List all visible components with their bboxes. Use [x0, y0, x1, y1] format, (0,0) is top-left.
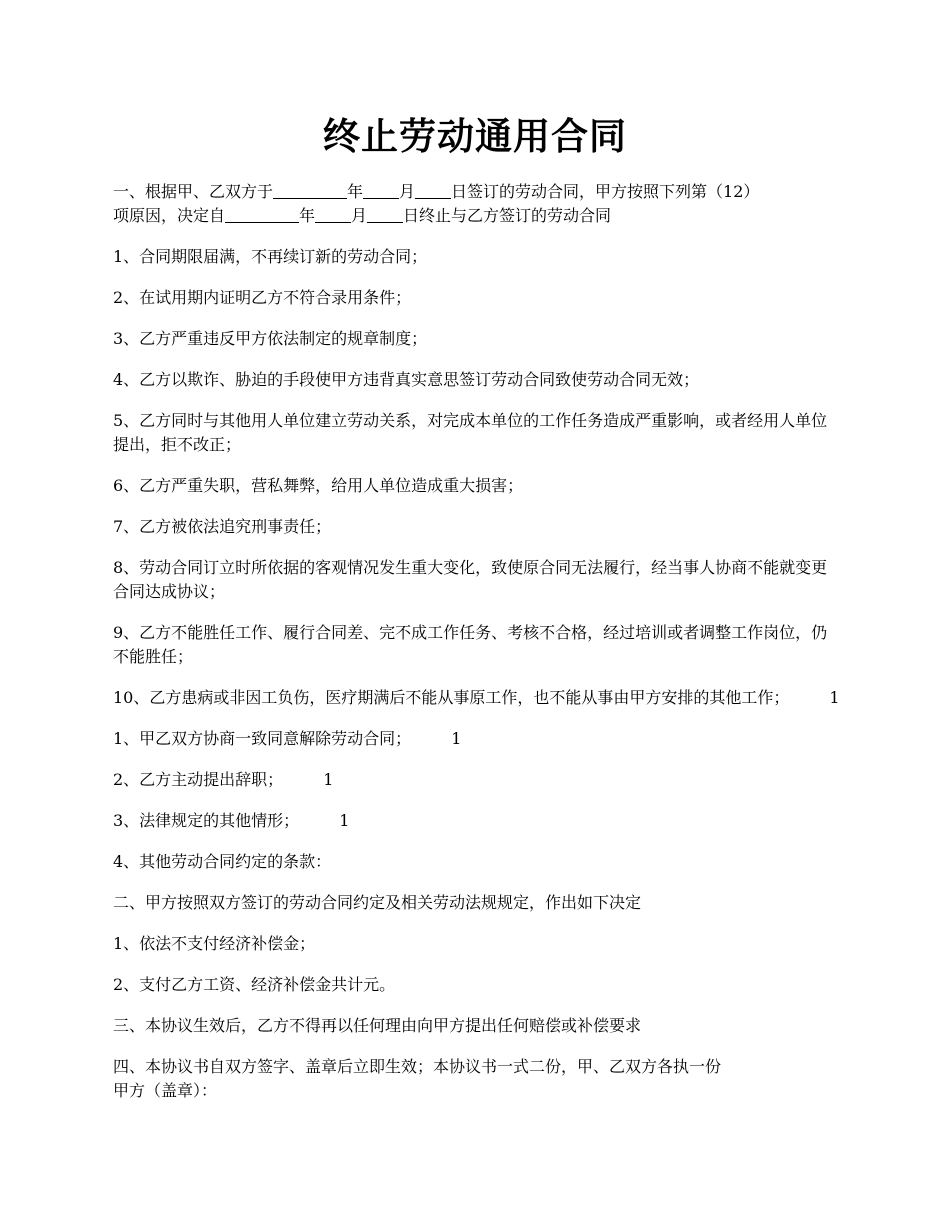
section-4: 四、本协议书自双方签字、盖章后立即生效；本协议书一式二份，甲、乙双方各执一份 — [113, 1057, 722, 1076]
intro-text-2: 日签订的劳动合同，甲方按照下列第（12） — [451, 182, 760, 201]
year-blank-1[interactable] — [273, 182, 347, 199]
section-3: 三、本协议生效后，乙方不得再以任何理由向甲方提出任何赔偿或补偿要求 — [113, 1016, 642, 1035]
intro-paragraph — [113, 180, 843, 228]
intro-text-3: 项原因，决定自 — [113, 206, 226, 225]
other-item — [113, 768, 843, 792]
intro-text-1: 一、根据甲、乙双方于 — [113, 182, 274, 201]
clause-item: 3、乙方严重违反甲方依法制定的规章制度； — [113, 329, 428, 348]
other-item — [113, 809, 843, 833]
clause-item-10 — [113, 686, 843, 710]
other-item-count: 1 — [323, 770, 334, 789]
month-blank-1[interactable] — [363, 182, 399, 199]
clause-item: 2、在试用期内证明乙方不符合录用条件； — [113, 288, 412, 307]
clause-item: 6、乙方严重失职，营私舞弊，给用人单位造成重大损害； — [113, 476, 524, 495]
intro-month-label-2: 月 — [351, 206, 368, 225]
intro-year-label-1: 年 — [347, 182, 364, 201]
clause-item: 4、乙方以欺诈、胁迫的手段使甲方违背真实意思签订劳动合同致使劳动合同无效； — [113, 370, 700, 389]
other-item — [113, 727, 843, 751]
month-blank-2[interactable] — [315, 206, 351, 223]
intro-text-4: 日终止与乙方签订的劳动合同 — [403, 206, 612, 225]
section-2-heading: 二、甲方按照双方签订的劳动合同约定及相关劳动法规规定，作出如下决定 — [113, 893, 642, 912]
document-title: 终止劳动通用合同 — [323, 114, 627, 158]
clause-item: 1、合同期限届满，不再续订新的劳动合同； — [113, 247, 428, 266]
clause-item: 9、乙方不能胜任工作、履行合同差、完不成工作任务、考核不合格，经过培训或者调整工作岗位，仍不能胜任； — [113, 623, 828, 666]
document-body — [113, 180, 843, 1103]
other-item-text: 3、法律规定的其他情形； — [113, 811, 300, 830]
other-item-text: 1、甲乙双方协商一致同意解除劳动合同； — [113, 729, 412, 748]
clause-item: 5、乙方同时与其他用人单位建立劳动关系，对完成本单位的工作任务造成严重影响，或者经用人单位提出，拒不改正； — [113, 411, 828, 454]
year-blank-2[interactable] — [225, 206, 299, 223]
other-item-count: 1 — [451, 729, 462, 748]
clause-10-count: 1 — [829, 688, 840, 707]
party-a-seal: 甲方（盖章）： — [113, 1081, 218, 1100]
section-2-item: 2、支付乙方工资、经济补偿金共计元。 — [113, 975, 396, 994]
day-blank-2[interactable] — [367, 206, 403, 223]
section-2-item: 1、依法不支付经济补偿金； — [113, 934, 316, 953]
clause-item: 7、乙方被依法追究刑事责任； — [113, 517, 332, 536]
intro-year-label-2: 年 — [299, 206, 316, 225]
clause-item: 8、劳动合同订立时所依据的客观情况发生重大变化，致使原合同无法履行，经当事人协商不能就变更合同达成协议； — [113, 558, 828, 601]
other-item-4: 4、其他劳动合同约定的条款： — [113, 852, 332, 871]
day-blank-1[interactable] — [415, 182, 451, 199]
other-item-text: 2、乙方主动提出辞职； — [113, 770, 284, 789]
clause-10-text: 10、乙方患病或非因工负伤，医疗期满后不能从事原工作，也不能从事由甲方安排的其他工作； — [113, 688, 790, 707]
other-item-count: 1 — [339, 811, 350, 830]
intro-month-label-1: 月 — [399, 182, 416, 201]
